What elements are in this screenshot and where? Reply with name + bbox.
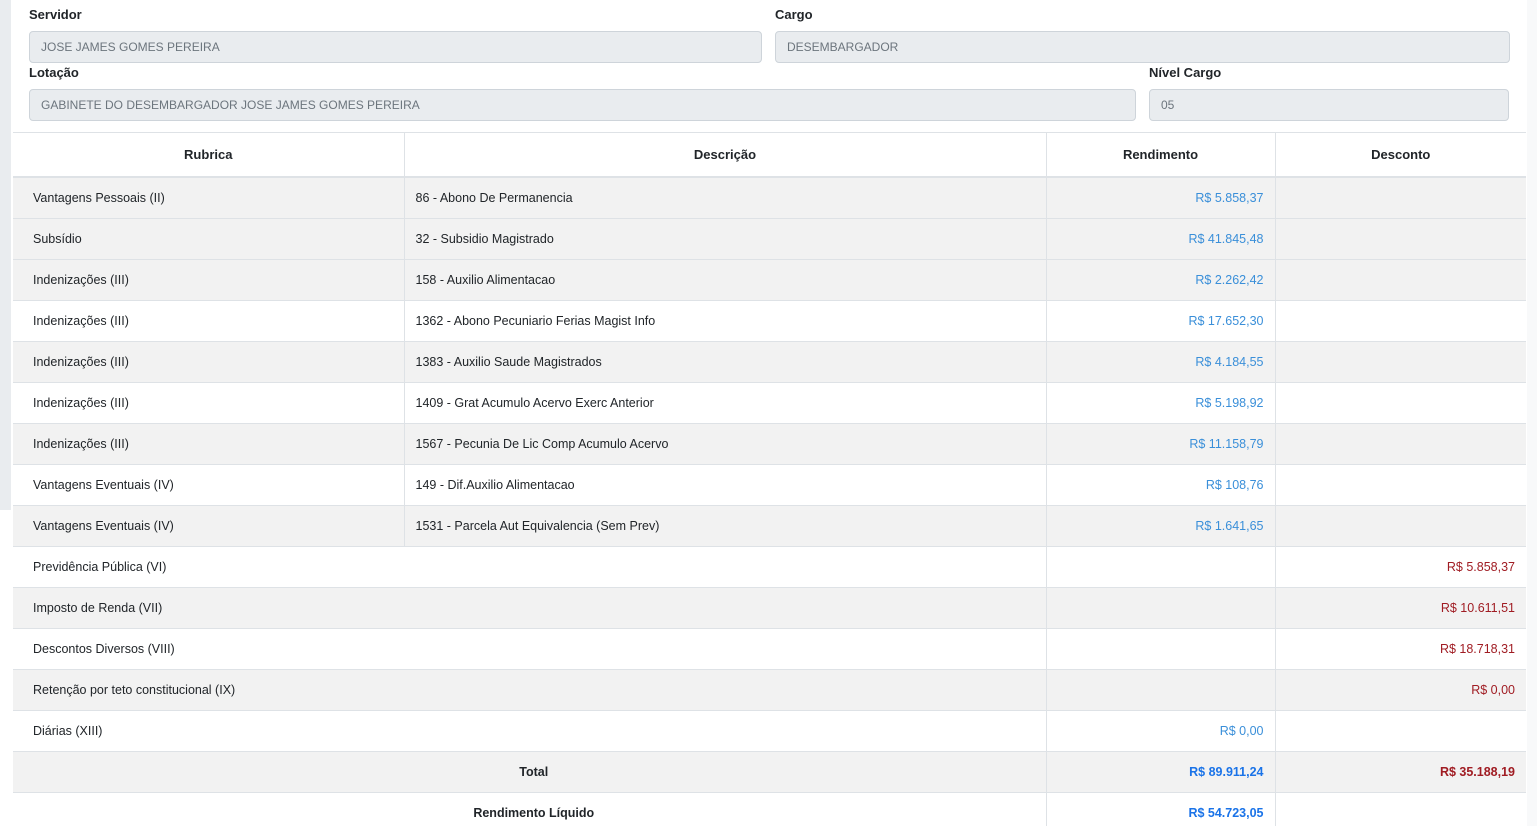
rendimento-cell: R$ 0,00 xyxy=(1046,711,1275,752)
rubrica-cell: Retenção por teto constitucional (IX) xyxy=(13,670,1046,711)
total-label: Total xyxy=(13,752,1046,793)
total-rendimento: R$ 89.911,24 xyxy=(1046,752,1275,793)
left-backdrop xyxy=(0,0,11,510)
rendimento-cell: R$ 41.845,48 xyxy=(1046,219,1275,260)
header-descricao: Descrição xyxy=(404,133,1046,178)
descricao-cell: 1567 - Pecunia De Lic Comp Acumulo Acervo xyxy=(404,424,1046,465)
header-rendimento: Rendimento xyxy=(1046,133,1275,178)
table-row xyxy=(13,547,1526,588)
descricao-cell: 32 - Subsidio Magistrado xyxy=(404,219,1046,260)
lotacao-field[interactable]: GABINETE DO DESEMBARGADOR JOSE JAMES GOMES PEREIRA xyxy=(29,89,1136,121)
rendimento-cell xyxy=(1046,588,1275,629)
table-row xyxy=(13,506,1526,547)
desconto-cell xyxy=(1275,219,1526,260)
scrollbar-track[interactable] xyxy=(1527,0,1537,826)
liquido-desconto xyxy=(1275,793,1526,826)
rendimento-cell: R$ 2.262,42 xyxy=(1046,260,1275,301)
table-row xyxy=(13,465,1526,506)
descricao-cell: 1409 - Grat Acumulo Acervo Exerc Anterior xyxy=(404,383,1046,424)
table-row xyxy=(13,219,1526,260)
cargo-label: Cargo xyxy=(775,7,813,22)
desconto-cell xyxy=(1275,711,1526,752)
rendimento-cell xyxy=(1046,670,1275,711)
desconto-cell xyxy=(1275,177,1526,219)
table-row xyxy=(13,342,1526,383)
desconto-cell xyxy=(1275,260,1526,301)
liquido-rendimento: R$ 54.723,05 xyxy=(1046,793,1275,826)
rubrica-cell: Indenizações (III) xyxy=(13,260,404,301)
payroll-table xyxy=(13,132,1526,826)
rubrica-cell: Indenizações (III) xyxy=(13,424,404,465)
cargo-field[interactable]: DESEMBARGADOR xyxy=(775,31,1510,63)
liquido-row xyxy=(13,793,1526,826)
nivel-cargo-label: Nível Cargo xyxy=(1149,65,1222,80)
rendimento-cell: R$ 4.184,55 xyxy=(1046,342,1275,383)
rendimento-cell: R$ 5.858,37 xyxy=(1046,177,1275,219)
employee-info-form xyxy=(13,0,1526,132)
descricao-cell: 158 - Auxilio Alimentacao xyxy=(404,260,1046,301)
table-row xyxy=(13,424,1526,465)
descricao-cell: 1362 - Abono Pecuniario Ferias Magist Info xyxy=(404,301,1046,342)
rendimento-cell: R$ 1.641,65 xyxy=(1046,506,1275,547)
total-desconto: R$ 35.188,19 xyxy=(1275,752,1526,793)
table-row xyxy=(13,260,1526,301)
rendimento-cell: R$ 108,76 xyxy=(1046,465,1275,506)
desconto-cell xyxy=(1275,506,1526,547)
desconto-cell: R$ 0,00 xyxy=(1275,670,1526,711)
nivel-cargo-field[interactable]: 05 xyxy=(1149,89,1509,121)
rendimento-cell: R$ 17.652,30 xyxy=(1046,301,1275,342)
rubrica-cell: Subsídio xyxy=(13,219,404,260)
rubrica-cell: Vantagens Eventuais (IV) xyxy=(13,506,404,547)
table-header-row xyxy=(13,133,1526,178)
desconto-cell xyxy=(1275,424,1526,465)
desconto-cell xyxy=(1275,342,1526,383)
desconto-cell xyxy=(1275,301,1526,342)
rubrica-cell: Indenizações (III) xyxy=(13,342,404,383)
rubrica-cell: Vantagens Pessoais (II) xyxy=(13,177,404,219)
rubrica-cell: Indenizações (III) xyxy=(13,301,404,342)
lotacao-label: Lotação xyxy=(29,65,79,80)
descricao-cell: 86 - Abono De Permanencia xyxy=(404,177,1046,219)
descricao-cell: 1383 - Auxilio Saude Magistrados xyxy=(404,342,1046,383)
desconto-cell xyxy=(1275,465,1526,506)
descricao-cell: 149 - Dif.Auxilio Alimentacao xyxy=(404,465,1046,506)
servidor-field[interactable]: JOSE JAMES GOMES PEREIRA xyxy=(29,31,762,63)
table-row xyxy=(13,383,1526,424)
desconto-cell: R$ 10.611,51 xyxy=(1275,588,1526,629)
rubrica-cell: Imposto de Renda (VII) xyxy=(13,588,1046,629)
header-rubrica: Rubrica xyxy=(13,133,404,178)
header-desconto: Desconto xyxy=(1275,133,1526,178)
rendimento-cell xyxy=(1046,629,1275,670)
descricao-cell: 1531 - Parcela Aut Equivalencia (Sem Prev) xyxy=(404,506,1046,547)
rendimento-cell xyxy=(1046,547,1275,588)
desconto-cell: R$ 18.718,31 xyxy=(1275,629,1526,670)
rubrica-cell: Diárias (XIII) xyxy=(13,711,1046,752)
desconto-cell: R$ 5.858,37 xyxy=(1275,547,1526,588)
table-row xyxy=(13,629,1526,670)
rendimento-cell: R$ 5.198,92 xyxy=(1046,383,1275,424)
table-row xyxy=(13,711,1526,752)
table-row xyxy=(13,301,1526,342)
rendimento-cell: R$ 11.158,79 xyxy=(1046,424,1275,465)
rubrica-cell: Previdência Pública (VI) xyxy=(13,547,1046,588)
table-row xyxy=(13,670,1526,711)
liquido-label: Rendimento Líquido xyxy=(13,793,1046,826)
rubrica-cell: Descontos Diversos (VIII) xyxy=(13,629,1046,670)
rubrica-cell: Vantagens Eventuais (IV) xyxy=(13,465,404,506)
servidor-label: Servidor xyxy=(29,7,82,22)
table-row xyxy=(13,588,1526,629)
rubrica-cell: Indenizações (III) xyxy=(13,383,404,424)
desconto-cell xyxy=(1275,383,1526,424)
table-row xyxy=(13,177,1526,219)
total-row xyxy=(13,752,1526,793)
